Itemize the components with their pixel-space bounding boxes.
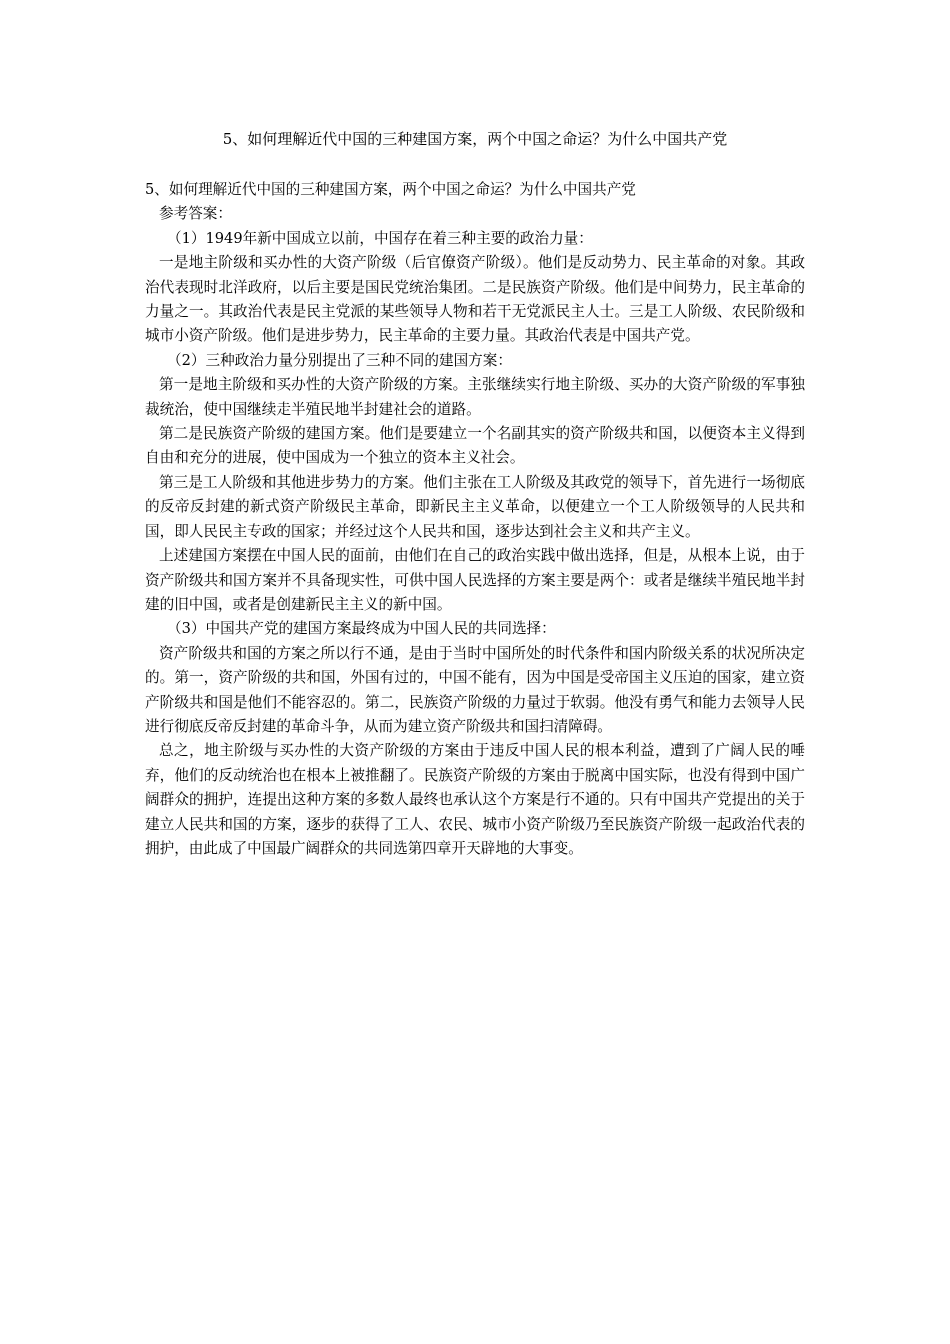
- section-2-paragraph-1: 第一是地主阶级和买办性的大资产阶级的方案。主张继续实行地主阶级、买办的大资产阶级的军事独裁统治，使中国继续走半殖民地半封建社会的道路。: [145, 376, 805, 418]
- section-1-body: 一是地主阶级和买办性的大资产阶级（后官僚资产阶级）。他们是反动势力、民主革命的对象。其政治代表现时北洋政府，以后主要是国民党统治集团。二是民族资产阶级。他们是中间势力，民主革命的力量之一。其政治代表是民主党派的某些领导人物和若干无党派民主人士。三是工人阶级、农民阶级和城市小资产阶级。他们是进步势力，民主革命的主要力量。其政治代表是中国共产党。: [145, 254, 805, 345]
- section-2-title: （2）三种政治力量分别提出了三种不同的建国方案：: [167, 351, 512, 369]
- section-1-title: （1）1949年新中国成立以前，中国存在着三种主要的政治力量：: [167, 229, 593, 247]
- page-heading: 5、如何理解近代中国的三种建国方案，两个中国之命运？为什么中国共产党: [222, 130, 728, 148]
- section-3-paragraph-1: 资产阶级共和国的方案之所以行不通，是由于当时中国所处的时代条件和国内阶级关系的状况所决定的。第一，资产阶级的共和国，外国有过的，中国不能有，因为中国是受帝国主义压迫的国家，建立资产阶级共和国是他们不能容忍的。第二，民族资产阶级的力量过于软弱。他没有勇气和能力去领导人民进行彻底反帝反封建的革命斗争，从而为建立资产阶级共和国扫清障碍。: [145, 644, 805, 735]
- answer-label: 参考答案：: [159, 205, 232, 223]
- section-2-paragraph-2: 第二是民族资产阶级的建国方案。他们是要建立一个名副其实的资产阶级共和国，以便资本主义得到自由和充分的进展，使中国成为一个独立的资本主义社会。: [145, 425, 805, 467]
- section-3-title: （3）中国共产党的建国方案最终成为中国人民的共同选择：: [167, 620, 556, 638]
- document-body: [145, 178, 805, 861]
- section-3-paragraph-2: 总之，地主阶级与买办性的大资产阶级的方案由于违反中国人民的根本利益，遭到了广阔人民的唾弃，他们的反动统治也在根本上被推翻了。民族资产阶级的方案由于脱离中国实际，也没有得到中国广阔群众的拥护，连提出这种方案的多数人最终也承认这个方案是行不通的。只有中国共产党提出的关于建立人民共和国的方案，逐步的获得了工人、农民、城市小资产阶级乃至民族资产阶级一起政治代表的拥护，由此成了中国最广阔群众的共同选第四章开天辟地的大事变。: [145, 742, 805, 857]
- section-2-paragraph-3: 第三是工人阶级和其他进步势力的方案。他们主张在工人阶级及其政党的领导下，首先进行一场彻底的反帝反封建的新式资产阶级民主革命，即新民主主义革命，以便建立一个工人阶级领导的人民共和国，即人民民主专政的国家；并经过这个人民共和国，逐步达到社会主义和共产主义。: [145, 473, 805, 540]
- question-text: 5、如何理解近代中国的三种建国方案，两个中国之命运？为什么中国共产党: [145, 181, 636, 198]
- section-2-paragraph-4: 上述建国方案摆在中国人民的面前，由他们在自己的政治实践中做出选择，但是，从根本上说，由于资产阶级共和国方案并不具备现实性，可供中国人民选择的方案主要是两个：或者是继续半殖民地半封建的旧中国，或者是创建新民主主义的新中国。: [145, 547, 805, 613]
